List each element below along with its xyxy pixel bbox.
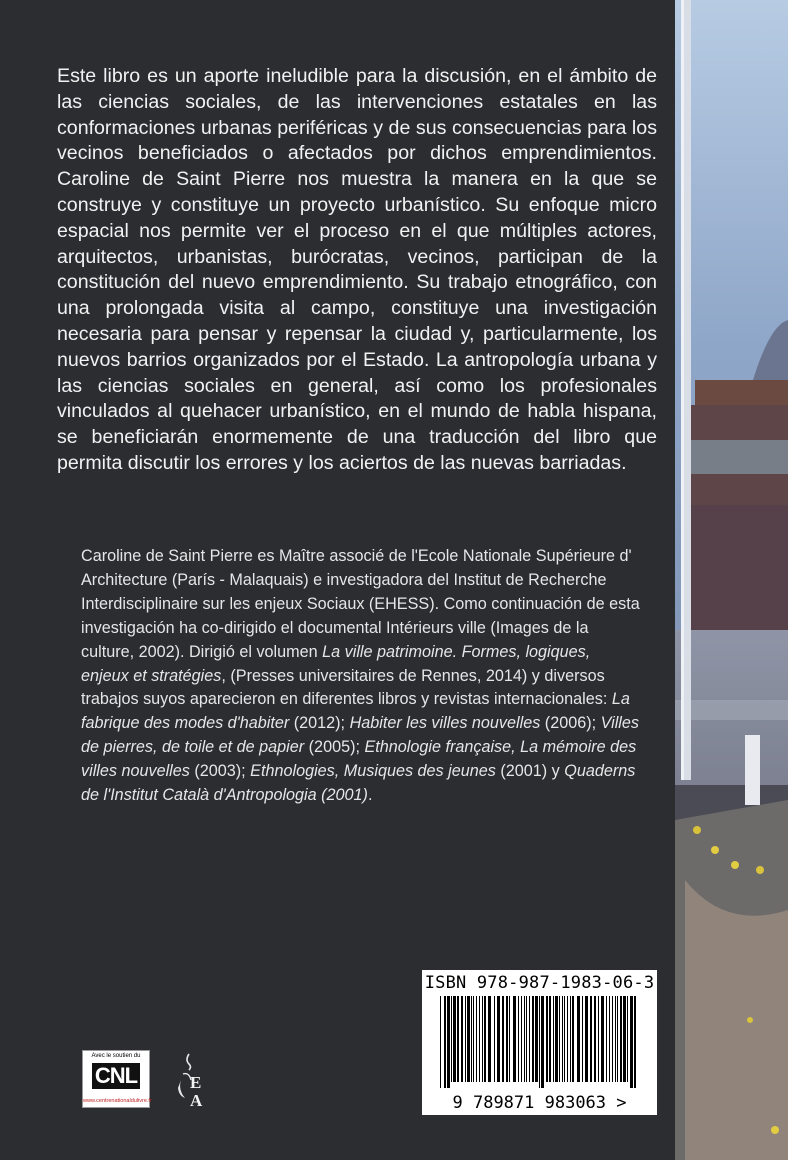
bio-text: (2006); (540, 714, 601, 733)
barcode-bar (494, 996, 495, 1082)
bio-title: La ville patrimoine. Formes, logiques, enjeux et stratégies (81, 642, 591, 685)
barcode-bar (461, 996, 463, 1082)
barcode-bar (476, 996, 477, 1082)
barcode-bar (482, 996, 483, 1082)
barcode-bar (467, 996, 470, 1082)
barcode-bar (447, 996, 450, 1088)
bio-title: Habiter les villes nouvelles (349, 714, 541, 733)
bio-title: Quaderns de l'Institut Català d'Antropologia (2001) (81, 762, 636, 805)
barcode-bar (453, 996, 456, 1082)
svg-text:A: A (190, 1091, 203, 1110)
book-blurb: Este libro es un aporte ineludible para la discusión, en el ámbito de las ciencias sociales, de las intervenciones estatales en las conformaciones urbanas periféricas y de sus consecuencias para los vecinos beneficiados o afectados por dichos emprendimientos. Caroline de Saint Pierre nos muestra la manera en la que se construye y constituye un proyecto urbanístico. Su enfoque micro espacial nos permite ver el proceso en el que múltiples actores, arquitectos, urbanistas, burócratas, vecinos, participan de la constitución del nuevo emprendimiento. Su trabajo etnográfico, con una prolongada visita al campo, constituye una investigación necesaria para pensar y repensar la ciudad y, particularmente, los nuevos barrios organizados por el Estado. La antropología urbana y las ciencias sociales en general, así como los profesionales vinculados al quehacer urbanístico, en el mundo de habla hispana, se beneficiarán enormemente de una traducción del libro que permita discutir los errores y los aciertos de las nuevas barriadas. (57, 65, 657, 474)
barcode-bar (612, 996, 613, 1082)
barcode-bar (606, 996, 607, 1082)
barcode-bar (562, 996, 563, 1082)
barcode-bar (444, 996, 446, 1088)
barcode-bar (615, 996, 616, 1082)
barcode-bar (594, 996, 596, 1082)
bio-text: , (Presses universitaires de Rennes, 2014) y diversos trabajos suyos aparecieron en diferentes libros y revistas internacionales: (81, 666, 612, 709)
bio-title: Ethnologies, Musiques des jeunes (250, 762, 496, 781)
barcode-bar (497, 996, 500, 1082)
barcode-bar (630, 996, 633, 1088)
barcode-bar (479, 996, 480, 1082)
barcode-bar (513, 996, 516, 1082)
barcode-bar (620, 996, 622, 1082)
bio-text: (2012); (289, 714, 350, 733)
barcode-bar (570, 996, 571, 1082)
barcode-bar (601, 996, 604, 1082)
barcode-bar (617, 996, 618, 1082)
barcode-bar (502, 996, 504, 1082)
barcode-bar (598, 996, 599, 1082)
cnl-url: www.centrenationaldulivre.fr (83, 1098, 152, 1104)
isbn-number: ISBN 978-987-1983-06-3 (424, 973, 655, 993)
barcode-bar (572, 996, 574, 1082)
bio-text: . (367, 786, 373, 805)
bio-text: (2005); (304, 738, 365, 757)
barcode-bar (484, 996, 486, 1082)
barcode-bars (438, 996, 641, 1088)
barcode-bar (457, 996, 459, 1082)
barcode-bar (526, 996, 527, 1082)
barcode-bar (518, 996, 519, 1082)
cnl-logo (82, 1050, 150, 1108)
barcode-bar (539, 996, 540, 1088)
bio-title: Villes de pierres, de toile et de papier (81, 714, 639, 757)
publisher-mark-icon (175, 1050, 219, 1110)
barcode-bar (506, 996, 508, 1082)
isbn-barcode (422, 970, 657, 1115)
barcode-bar (465, 996, 466, 1082)
barcode-bar (559, 996, 560, 1082)
barcode-bar (529, 996, 530, 1082)
barcode-bar (582, 996, 583, 1082)
bio-text: Caroline de Saint Pierre es Maître associé de l'Ecole Nationale Supérieure d' Architecture (París - Malaquais) e investigadora del Institut de Recherche Interdisciplinaire sur les enjeux Sociaux (EHESS). Como continuación de esta investigación ha co-dirigido el documental Intérieurs ville (Images de la culture, 2002). Dirigió el volumen (81, 547, 640, 661)
barcode-bar (471, 996, 472, 1082)
barcode-bar (623, 996, 626, 1082)
barcode-bar (541, 996, 544, 1088)
barcode-bar (585, 996, 588, 1082)
cover-photo-strip (675, 0, 788, 1160)
barcode-bar (546, 996, 548, 1082)
barcode-bar (549, 996, 551, 1082)
barcode-bar (473, 996, 474, 1082)
bio-title: Ethnologie française, La mémoire des villes nouvelles (81, 738, 637, 781)
barcode-bar (509, 996, 510, 1082)
barcode-bar (535, 996, 538, 1082)
author-bio (81, 545, 641, 808)
cnl-caption: Avec le soutien du (91, 1053, 141, 1059)
barcode-bar (609, 996, 610, 1082)
barcode-bar (451, 996, 452, 1082)
barcode-bar (553, 996, 554, 1082)
barcode-bar (627, 996, 628, 1082)
barcode-bar (440, 996, 441, 1088)
bio-text: (2001) y (495, 762, 565, 781)
barcode-bar (524, 996, 525, 1082)
bio-text: (2003); (189, 762, 251, 781)
barcode-bar (564, 996, 565, 1082)
publisher-logo (175, 1050, 219, 1110)
barcode-bar (532, 996, 534, 1082)
barcode-bar (521, 996, 522, 1082)
barcode-bar (634, 996, 636, 1088)
barcode-bar (577, 996, 580, 1082)
barcode-bar (555, 996, 558, 1082)
barcode-bar (488, 996, 491, 1082)
svg-text:E: E (190, 1073, 202, 1092)
cnl-mark: CNL (92, 1063, 140, 1089)
barcode-bar (590, 996, 592, 1082)
barcode-digits: 9 789871 983063 > (452, 1093, 627, 1113)
barcode-bar (567, 996, 568, 1082)
bio-title: La fabrique des modes d'habiter (81, 690, 630, 733)
